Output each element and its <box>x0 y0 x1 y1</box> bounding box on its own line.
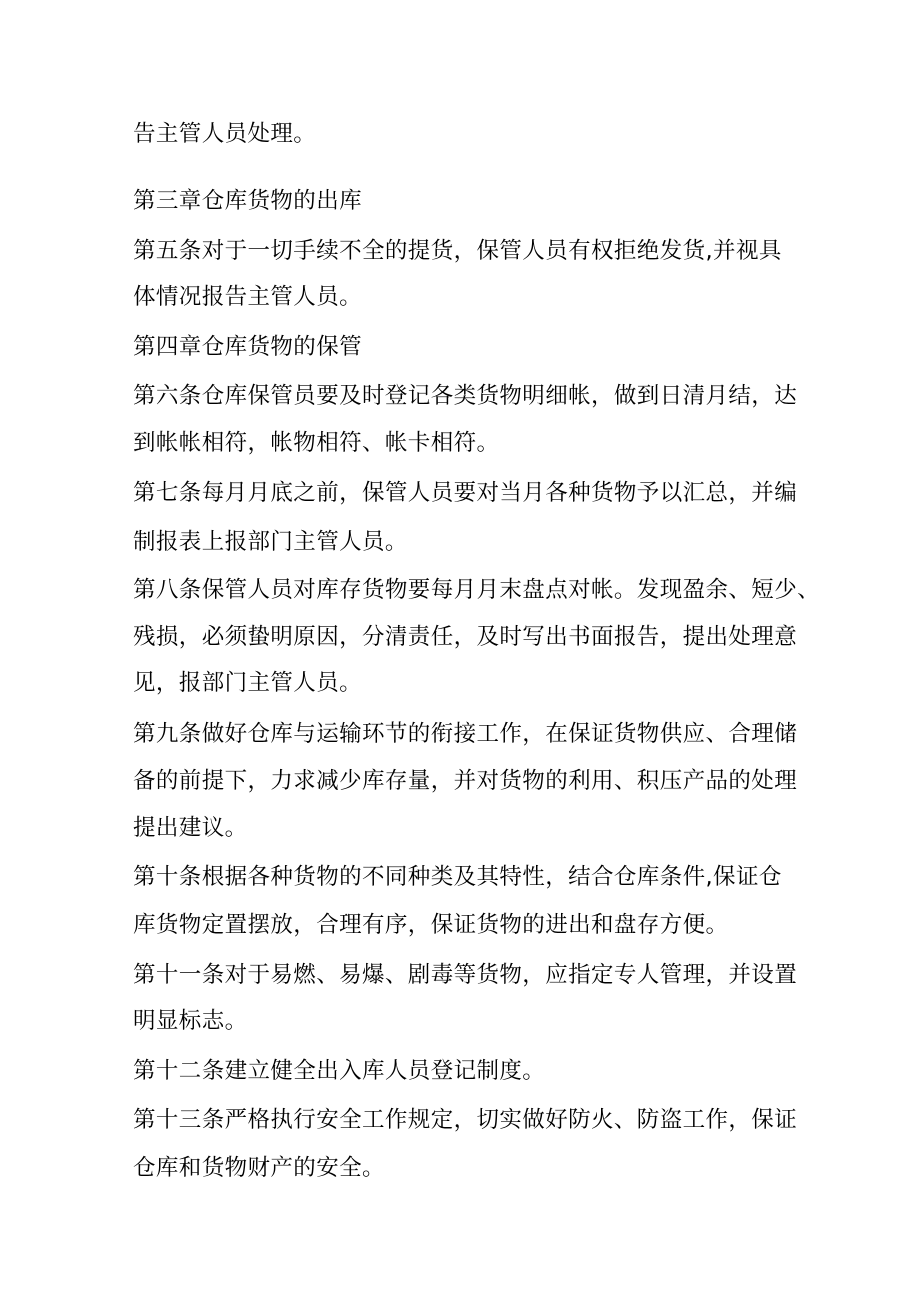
article-6-line-2: 到帐帐相符，帐物相符、帐卡相符。 <box>133 430 500 456</box>
article-9-line-2: 备的前提下，力求减少库存量，并对货物的利用、积压产品的处理 <box>133 768 798 794</box>
article-7-line-2: 制报表上报部门主管人员。 <box>133 529 408 555</box>
article-9-line-1: 第九条做好仓库与运输环节的衔接工作，在保证货物供应、合理储 <box>133 721 798 747</box>
article-10-line-2: 库货物定置摆放，合理有序，保证货物的进出和盘存方便。 <box>133 912 729 938</box>
article-5-line-2: 体情况报告主管人员。 <box>133 284 363 310</box>
article-8-line-2: 残损，必须蛰明原因，分清责任，及时写出书面报告，提出处理意 <box>133 624 798 650</box>
article-9-line-3: 提出建议。 <box>133 815 248 841</box>
article-8-line-3: 见，报部门主管人员。 <box>133 670 363 696</box>
text-line-continuation: 告主管人员处理。 <box>133 121 317 147</box>
chapter-heading-4: 第四章仓库货物的保管 <box>133 334 363 360</box>
article-8-line-1: 第八条保管人员对库存货物要每月月末盘点对帐。发现盈余、短少、 <box>133 577 821 603</box>
article-13-line-1: 第十三条严格执行安全工作规定，切实做好防火、防盗工作，保证 <box>133 1107 798 1133</box>
article-6-line-1: 第六条仓库保管员要及时登记各类货物明细帐，做到日清月结，达 <box>133 383 798 409</box>
article-12-line-1: 第十二条建立健全出入库人员登记制度。 <box>133 1058 546 1084</box>
article-11-line-1: 第十一条对于易燃、易爆、剧毒等货物，应指定专人管理，并设置 <box>133 962 798 988</box>
article-5-line-1: 第五条对于一切手续不全的提货，保管人员有权拒绝发货,并视具 <box>133 238 782 264</box>
article-13-line-2: 仓库和货物财产的安全。 <box>133 1155 385 1181</box>
article-7-line-1: 第七条每月月底之前，保管人员要对当月各种货物予以汇总，并编 <box>133 480 798 506</box>
article-10-line-1: 第十条根据各种货物的不同种类及其特性，结合仓库条件,保证仓 <box>133 864 782 890</box>
article-11-line-2: 明显标志。 <box>133 1008 248 1034</box>
chapter-heading-3: 第三章仓库货物的出库 <box>133 188 363 214</box>
